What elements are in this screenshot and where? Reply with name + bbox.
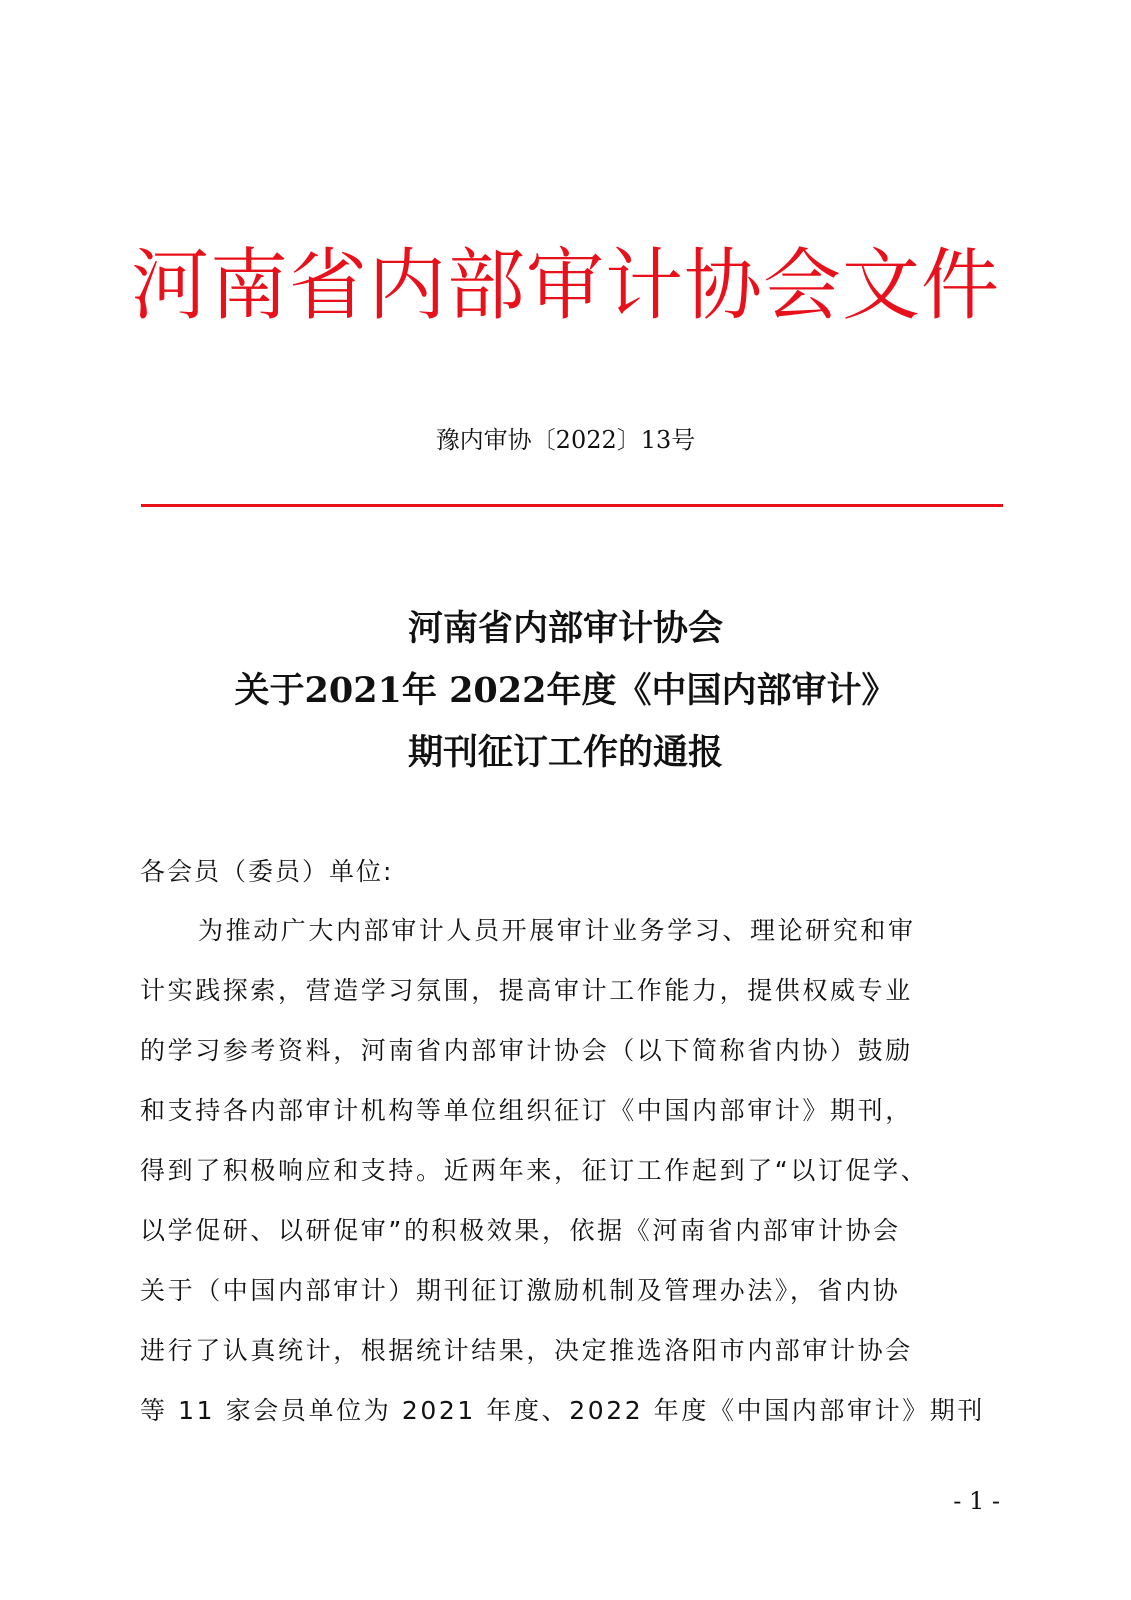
title-line-2: 关于2021年 2022年度《中国内部审计》 [234, 670, 897, 711]
body-line-9: 等 11 家会员单位为 2021 年度、2022 年度《中国内部审计》期刊 [140, 1396, 985, 1425]
document-number: 豫内审协〔2022〕13号 [435, 426, 696, 454]
title-line-1: 河南省内部审计协会 [407, 608, 723, 649]
body-line-1: 为推动广大内部审计人员开展审计业务学习、理论研究和审 [198, 916, 916, 945]
body-paragraph [140, 913, 1002, 1453]
notice-title [0, 598, 1131, 784]
masthead-title: 河南省内部审计协会文件 [130, 241, 1000, 331]
title-line-3: 期刊征订工作的通报 [407, 732, 723, 773]
body-line-5: 得到了积极响应和支持。近两年来，征订工作起到了“以订促学、 [140, 1156, 929, 1185]
salutation: 各会员（委员）单位: [140, 857, 394, 886]
body-line-6: 以学促研、以研促审”的积极效果，依据《河南省内部审计协会 [140, 1216, 901, 1245]
body-line-8: 进行了认真统计，根据统计结果，决定推选洛阳市内部审计协会 [140, 1336, 913, 1365]
body-line-2: 计实践探索，营造学习氛围，提高审计工作能力，提供权威专业 [140, 976, 913, 1005]
red-divider-line [141, 504, 1003, 507]
body-line-4: 和支持各内部审计机构等单位组织征订《中国内部审计》期刊， [140, 1096, 913, 1125]
body-line-3: 的学习参考资料，河南省内部审计协会（以下简称省内协）鼓励 [140, 1036, 913, 1065]
body-line-7: 关于（中国内部审计）期刊征订激励机制及管理办法》，省内协 [140, 1276, 901, 1305]
page-number: - 1 - [953, 1487, 1000, 1515]
